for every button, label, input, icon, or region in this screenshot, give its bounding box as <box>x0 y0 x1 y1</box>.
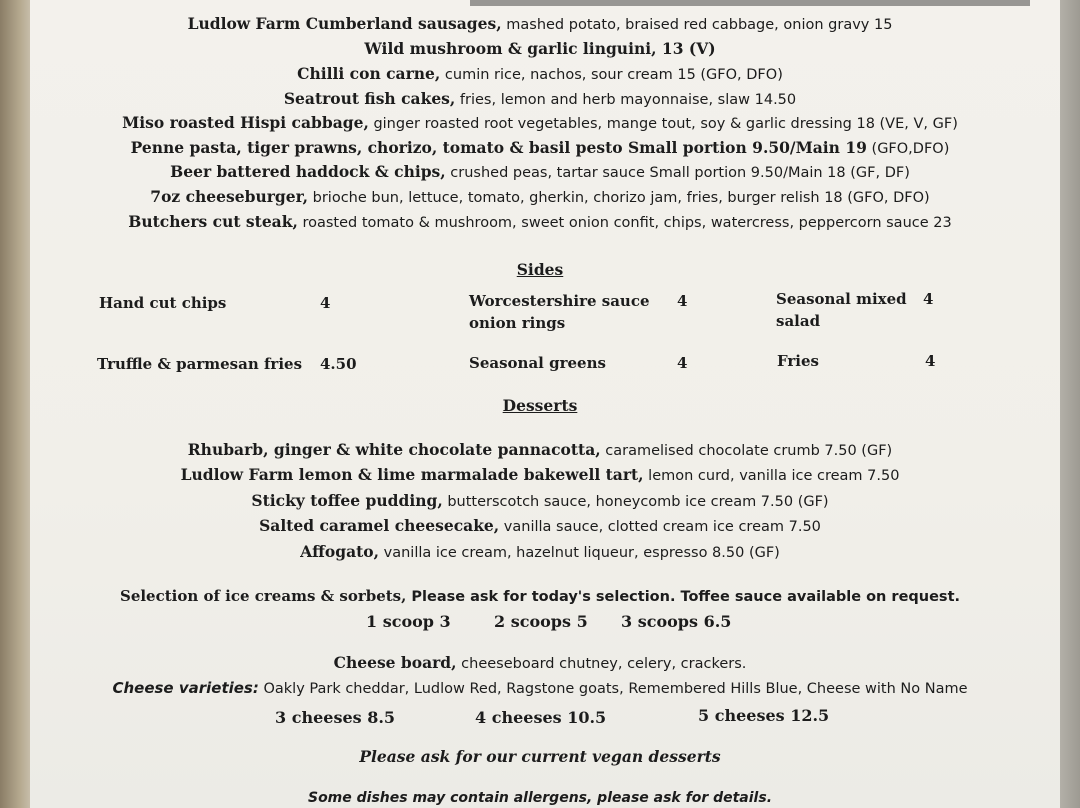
side-item-name: Truffle & parmesan fries <box>97 355 303 373</box>
side-item-name-cont: onion rings <box>469 314 566 332</box>
main-item: Seatrout fish cakes, fries, lemon and herb mayonnaise, slaw 14.50 <box>283 89 797 108</box>
side-item-price: 4 <box>923 290 934 308</box>
cheese-board-line: Cheese board, cheeseboard chutney, celery, crackers. <box>333 653 747 672</box>
main-item: Penne pasta, tiger prawns, chorizo, tomato & basil pesto Small portion 9.50/Main 19 (GFO,DFO) <box>130 138 950 157</box>
side-item-price: 4 <box>677 354 688 372</box>
side-item-name: Seasonal greens <box>469 354 606 372</box>
dessert-item: Rhubarb, ginger & white chocolate pannacotta, caramelised chocolate crumb 7.50 (GF) <box>187 440 893 459</box>
menu-top-edge <box>470 0 1030 6</box>
side-item-name: Worcestershire sauce <box>469 292 650 310</box>
main-item: Wild mushroom & garlic linguini, 13 (V) <box>364 39 716 58</box>
side-item-name: Fries <box>777 352 819 370</box>
main-item: Chilli con carne, cumin rice, nachos, sour cream 15 (GFO, DFO) <box>297 64 783 83</box>
main-item: Miso roasted Hispi cabbage, ginger roasted root vegetables, mange tout, soy & garlic dressing 18 (VE, V, GF) <box>122 113 958 132</box>
main-item: 7oz cheeseburger, brioche bun, lettuce, tomato, gherkin, chorizo jam, fries, burger relish 18 (GFO, DFO) <box>150 187 930 206</box>
side-item-name: Hand cut chips <box>99 294 227 312</box>
dessert-item: Ludlow Farm lemon & lime marmalade bakewell tart, lemon curd, vanilla ice cream 7.50 <box>180 465 900 484</box>
desserts-heading: Desserts <box>502 396 578 415</box>
ice-cream-option: 3 scoops 6.5 <box>621 612 732 631</box>
vegan-note: Please ask for our current vegan desserts <box>359 747 721 766</box>
cheese-option: 5 cheeses 12.5 <box>698 706 830 725</box>
cheese-varieties-line: Cheese varieties: Oakly Park cheddar, Ludlow Red, Ragstone goats, Remembered Hills Blue, Cheese with No Name <box>112 679 968 697</box>
main-item: Beer battered haddock & chips, crushed peas, tartar sauce Small portion 9.50/Main 18 (GF, DF) <box>170 162 910 181</box>
allergen-note: Some dishes may contain allergens, please ask for details. <box>307 790 773 806</box>
side-item-name-cont: salad <box>776 312 821 330</box>
dessert-item: Affogato, vanilla ice cream, hazelnut liqueur, espresso 8.50 (GF) <box>300 542 780 561</box>
side-item-price: 4 <box>925 352 936 370</box>
sides-heading: Sides <box>516 260 564 279</box>
ice-cream-option: 2 scoops 5 <box>494 612 588 631</box>
main-item: Ludlow Farm Cumberland sausages, mashed potato, braised red cabbage, onion gravy 15 <box>187 14 893 33</box>
side-item-name: Seasonal mixed <box>776 290 907 308</box>
cheese-option: 4 cheeses 10.5 <box>475 708 607 727</box>
side-item-price: 4.50 <box>320 355 357 373</box>
main-item: Butchers cut steak, roasted tomato & mushroom, sweet onion confit, chips, watercress, peppercorn sauce 23 <box>128 212 952 231</box>
side-item-price: 4 <box>320 294 331 312</box>
side-item-price: 4 <box>677 292 688 310</box>
ice-cream-option: 1 scoop 3 <box>366 612 451 631</box>
dessert-item: Sticky toffee pudding, butterscotch sauce, honeycomb ice cream 7.50 (GF) <box>251 491 829 510</box>
dessert-item: Salted caramel cheesecake, vanilla sauce, clotted cream ice cream 7.50 <box>259 516 821 535</box>
ice-cream-line: Selection of ice creams & sorbets, Please ask for today's selection. Toffee sauce available on request. <box>119 587 961 605</box>
cheese-option: 3 cheeses 8.5 <box>275 708 396 727</box>
